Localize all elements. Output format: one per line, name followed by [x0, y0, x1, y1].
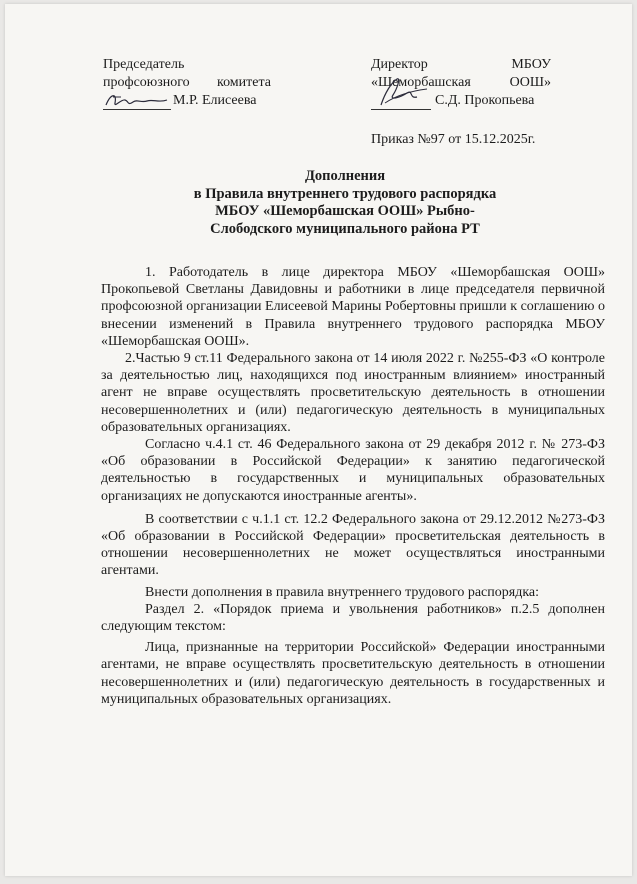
right-signatory-org-type: МБОУ [511, 57, 551, 72]
right-signatory-block [371, 56, 551, 110]
left-signatory-block [103, 56, 271, 110]
paragraph-5: Внести дополнения в правила внутреннего трудового распорядка: [145, 584, 540, 600]
document-title [145, 168, 545, 238]
paragraph-7: Лица, признанные на территории Российской» Федерации иностранными агентами, не вправе осуществлять просветительскую деятельность в отношении несовершеннолетних и (или) педагогическую деятельность в государственных и муниципальных образовательных организациях. [101, 640, 605, 707]
title-line-4: Слободского муниципального района РТ [210, 220, 480, 237]
paragraph-1: 1. Работодатель в лице директора МБОУ «Шеморбашская ООШ» Прокопьевой Светланы Давидовны и работники в лице председателя первичной профсоюзной организации Елисеевой Марины Робертовны пришли к соглашению о внесении изменений в Правила внутреннего трудового распорядка МБОУ «Шеморбашская ООШ». [101, 265, 605, 349]
left-signatory-position: Председатель [103, 57, 185, 72]
paragraph-3: Согласно ч.4.1 ст. 46 Федерального закона от 29 декабря 2012 г. № 273-ФЗ «Об образовании в Российской Федерации» к занятию педагогической деятельностью в государственных и муниципальных образовательных организациях не допускаются иностранные агенты». [101, 437, 605, 504]
right-signatory-org-word2: ООШ» [509, 75, 551, 90]
title-line-1: Дополнения [304, 168, 386, 184]
right-signatory-position: Директор [371, 57, 428, 72]
paragraph-6: Раздел 2. «Порядок приема и увольнения работников» п.2.5 дополнен следующим текстом: [101, 601, 605, 635]
paragraph-4: В соответствии с ч.1.1 ст. 12.2 Федерального закона от 29.12.2012 №273-ФЗ «Об образовании в Российской Федерации» просветительская деятельность в отношении несовершеннолетних не может осуществляться иностранными агентами. [101, 511, 605, 579]
right-signatory-name: С.Д. Прокопьева [435, 93, 535, 108]
document-page [5, 4, 632, 876]
left-signatory-org-word1: профсоюзного [103, 75, 190, 90]
right-signatory-org-word1: «Шеморбашская [371, 75, 471, 90]
title-line-3: МБОУ «Шеморбашская ООШ» Рыбно- [215, 203, 475, 219]
order-reference: Приказ №97 от 15.12.2025г. [371, 132, 536, 147]
title-line-2: в Правила внутреннего трудового распорядка [193, 185, 497, 202]
paragraph-2: 2.Частью 9 ст.11 Федерального закона от 14 июля 2022 г. №255-ФЗ «О контроле за деятельностью лиц, находящихся под иностранным влиянием» иностранный агент не вправе осуществлять просветительскую деятельность в отношении несовершеннолетних и (или) педагогическую деятельность в муниципальных образовательных организациях. [101, 351, 605, 435]
right-signature-icon [367, 75, 437, 109]
left-signatory-name: М.Р. Елисеева [173, 93, 257, 108]
left-signatory-org-word2: комитета [216, 75, 271, 90]
left-signature-icon [103, 91, 169, 111]
document-body [101, 264, 605, 708]
